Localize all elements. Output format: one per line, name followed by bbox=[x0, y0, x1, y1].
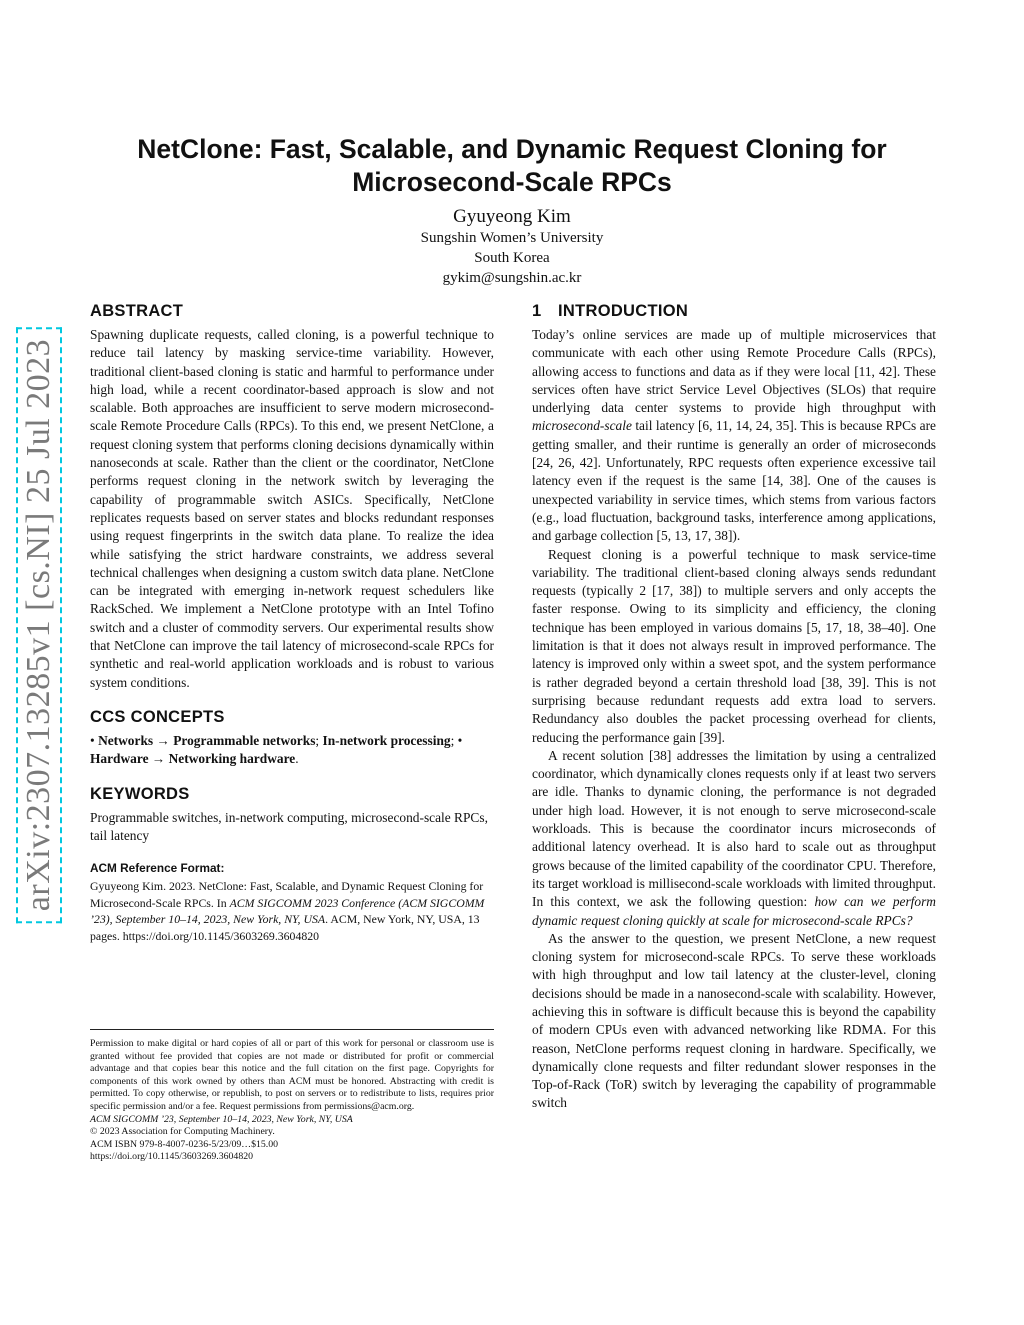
intro-p3-question: how can we perform dynamic request cloning quickly at scale for microsecond-scale RPCs? bbox=[532, 894, 936, 928]
permission-notice: Permission to make digital or hard copies of all or part of this work for personal or classroom use is granted without fee provided that copies are not made or distributed for profit or commercial advantage and that copies bear this notice and the full citation on the first page. Copyrights for components of this work owned by others than ACM must be honored. Abstracting with credit is permitted. To copy otherwise, or republish, to post on servers or to redistribute to lists, requires prior specific permission and/or a fee. Request permissions from permissions@acm.org. bbox=[90, 1038, 494, 1112]
ccs-networks: Networks bbox=[98, 732, 154, 748]
ccs-arrow: → bbox=[151, 751, 166, 767]
section-title: INTRODUCTION bbox=[558, 302, 689, 320]
copyright-footnote bbox=[90, 1029, 494, 1164]
left-column bbox=[90, 302, 494, 944]
ccs-heading: CCS CONCEPTS bbox=[90, 707, 225, 726]
isbn-line: ACM ISBN 979-8-4007-0236-5/23/09…$15.00 bbox=[90, 1138, 279, 1150]
section-number: 1 bbox=[532, 302, 542, 320]
abstract-heading: ABSTRACT bbox=[90, 302, 184, 320]
ccs-arrow: → bbox=[156, 732, 170, 748]
acm-reference-part1: Gyuyeong Kim. 2023. NetClone: Fast, Scalable, and Dynamic Request Cloning for Microsecond-Scale RPCs. In bbox=[90, 879, 484, 910]
arxiv-sidebar bbox=[16, 340, 62, 910]
acm-reference-part2: . ACM, New York, NY, USA, 13 pages. https://doi.org/10.1145/3603269.3604820 bbox=[90, 912, 480, 943]
doi-link[interactable]: https://doi.org/10.1145/3603269.3604820 bbox=[90, 1151, 254, 1163]
intro-paragraph-3 bbox=[532, 747, 936, 930]
conference-line bbox=[90, 1114, 494, 1127]
paper-title bbox=[90, 133, 934, 199]
arxiv-identifier: arXiv:2307.13285v1 [cs.NI] 25 Jul 2023 bbox=[16, 327, 62, 923]
keywords-section bbox=[90, 785, 494, 846]
keywords-heading: KEYWORDS bbox=[90, 784, 190, 803]
intro-paragraph-1 bbox=[532, 326, 936, 546]
ccs-networking-hardware: Networking hardware bbox=[168, 751, 296, 767]
abstract-section bbox=[90, 302, 494, 692]
abstract-text: Spawning duplicate requests, called cloning, is a powerful technique to reduce tail latency by masking service-time variability. However, traditional client-based cloning is static and harmful to performance under high load, while a recent coordinator-based approach is slow and not scalable. Both approaches are insufficient to serve modern microsecond-scale Remote Procedure Calls (RPCs). To this end, we present NetClone, a request cloning system that performs cloning decisions dynamically within nanoseconds at scale. Rather than the client or the coordinator, NetClone performs request cloning in the network switch by leveraging the capability of programmable switch ASICs. Specifically, NetClone replicates requests based on server states and blocks redundant responses using request fingerprints in the switch data plane. To realize the idea while satisfying the strict hardware constraints, we address several technical challenges when designing a custom switch data plane. NetClone can be integrated with emerging in-network request schedulers like RackSched. We implement a NetClone prototype with an Intel Tofino switch and a cluster of commodity servers. Our experimental results show that NetClone can improve the tail latency of microsecond-scale RPCs for synthetic and real-world application workloads and is robust to various system conditions. bbox=[90, 327, 494, 690]
author-email: gykim@sungshin.ac.kr bbox=[442, 270, 582, 286]
author-name: Gyuyeong Kim bbox=[453, 206, 571, 227]
title-line-2: Microsecond-Scale RPCs bbox=[352, 167, 672, 197]
intro-paragraph-2: Request cloning is a powerful technique to mask service-time variability. The traditional client-based cloning always sends redundant requests (typically 2 [17, 38]) to multiple servers and only accepts the faster response. Owing to its simplicity and efficiency, the cloning technique has been employed in various domains [5, 17, 18, 38–40]. One limitation is that it does not always result in improved performance. The latency is improved only within a sweet spot, and the system performance is rather degraded beyond a certain threshold load [38, 39]. This is not surprising because redundant requests add extra load to servers. Redundancy also doubles the packet processing overhead for clients, reducing the performance gain [39]. bbox=[532, 546, 936, 745]
intro-paragraph-4: As the answer to the question, we present NetClone, a new request cloning system for microsecond-scale RPCs. To serve these workloads with high throughput and low tail latency at the cluster-level, cloning decisions should be made in a nanosecond-scale with scalability. However, achieving this in software is difficult because this is beyond the capability of modern CPUs even with advanced networking like RDMA. For this reason, NetClone performs request cloning in hardware. Specifically, we dynamically clone requests and filter redundant slower responses in the Top-of-Rack (ToR) switch by leveraging the capability of programmable switch bbox=[532, 930, 936, 1111]
ccs-section bbox=[90, 708, 494, 769]
intro-p1-text-b: tail latency [6, 11, 14, 24, 35]. This is because RPCs are getting smaller, and their runtime is generally an order of microseconds [24, 26, 42]. Unfortunately, RPC requests often experience excessive tail latency even if the request is the same [14, 38]. One of the causes is unexpected variability in service times, which stems from various factors (e.g., load fluctuation, background tasks, interference among applications, and garbage collection [5, 13, 17, 38]). bbox=[532, 418, 936, 544]
copyright-line: © 2023 Association for Computing Machinery. bbox=[90, 1126, 275, 1138]
ccs-concepts-text bbox=[90, 732, 494, 769]
ccs-hardware: Hardware bbox=[90, 751, 149, 767]
acm-reference-venue: ACM SIGCOMM 2023 Conference (ACM SIGCOMM ’23), September 10–14, 2023, New York, NY, USA bbox=[90, 895, 485, 927]
author-affiliation: Sungshin Women’s University bbox=[420, 230, 604, 246]
keywords-text: Programmable switches, in-network computing, microsecond-scale RPCs, tail latency bbox=[90, 809, 488, 843]
right-column bbox=[532, 302, 936, 1113]
ccs-end: . bbox=[295, 751, 299, 767]
paper-header bbox=[90, 133, 934, 288]
intro-p1-text-a: Today’s online services are made up of multiple microservices that communicate with each other using Remote Procedure Calls (RPCs), allowing access to functions and data as if they were local [11, 42]. These services often have strict Service Level Objectives (SLOs) that require underlying data center systems to provide high throughput with bbox=[532, 327, 936, 416]
author-country: South Korea bbox=[474, 250, 550, 266]
introduction-heading bbox=[532, 302, 936, 321]
ccs-sep: ; bbox=[315, 732, 323, 748]
acm-reference-text bbox=[90, 878, 494, 944]
acm-reference-heading: ACM Reference Format: bbox=[90, 861, 225, 876]
conference-text: ACM SIGCOMM ’23, September 10–14, 2023, New York, NY, USA bbox=[90, 1113, 353, 1125]
acm-reference-section bbox=[90, 861, 494, 944]
ccs-bullet: • bbox=[90, 732, 95, 748]
ccs-bullet: • bbox=[457, 732, 463, 748]
ccs-programmable-networks: Programmable networks bbox=[173, 732, 316, 748]
title-line-1: NetClone: Fast, Scalable, and Dynamic Request Cloning for bbox=[137, 134, 887, 164]
ccs-sep: ; bbox=[450, 732, 458, 748]
intro-p3-text: A recent solution [38] addresses the limitation by using a centralized coordinator, which dynamically clones requests only if at least two servers are idle. Thanks to dynamic cloning, the performance is not degraded under high load. However, it is not enough to serve microsecond-scale workloads. This is because the coordinator incurs microseconds of additional latency overhead. It is also hard to scale out as throughput grows because of the limited capability of the coordinator CPU. Therefore, its target workload is millisecond-scale workloads with limited throughput. In this context, we ask the following question: bbox=[532, 747, 936, 910]
ccs-in-network-processing: In-network processing bbox=[322, 732, 451, 748]
intro-p1-emphasis: microsecond-scale bbox=[532, 418, 632, 434]
